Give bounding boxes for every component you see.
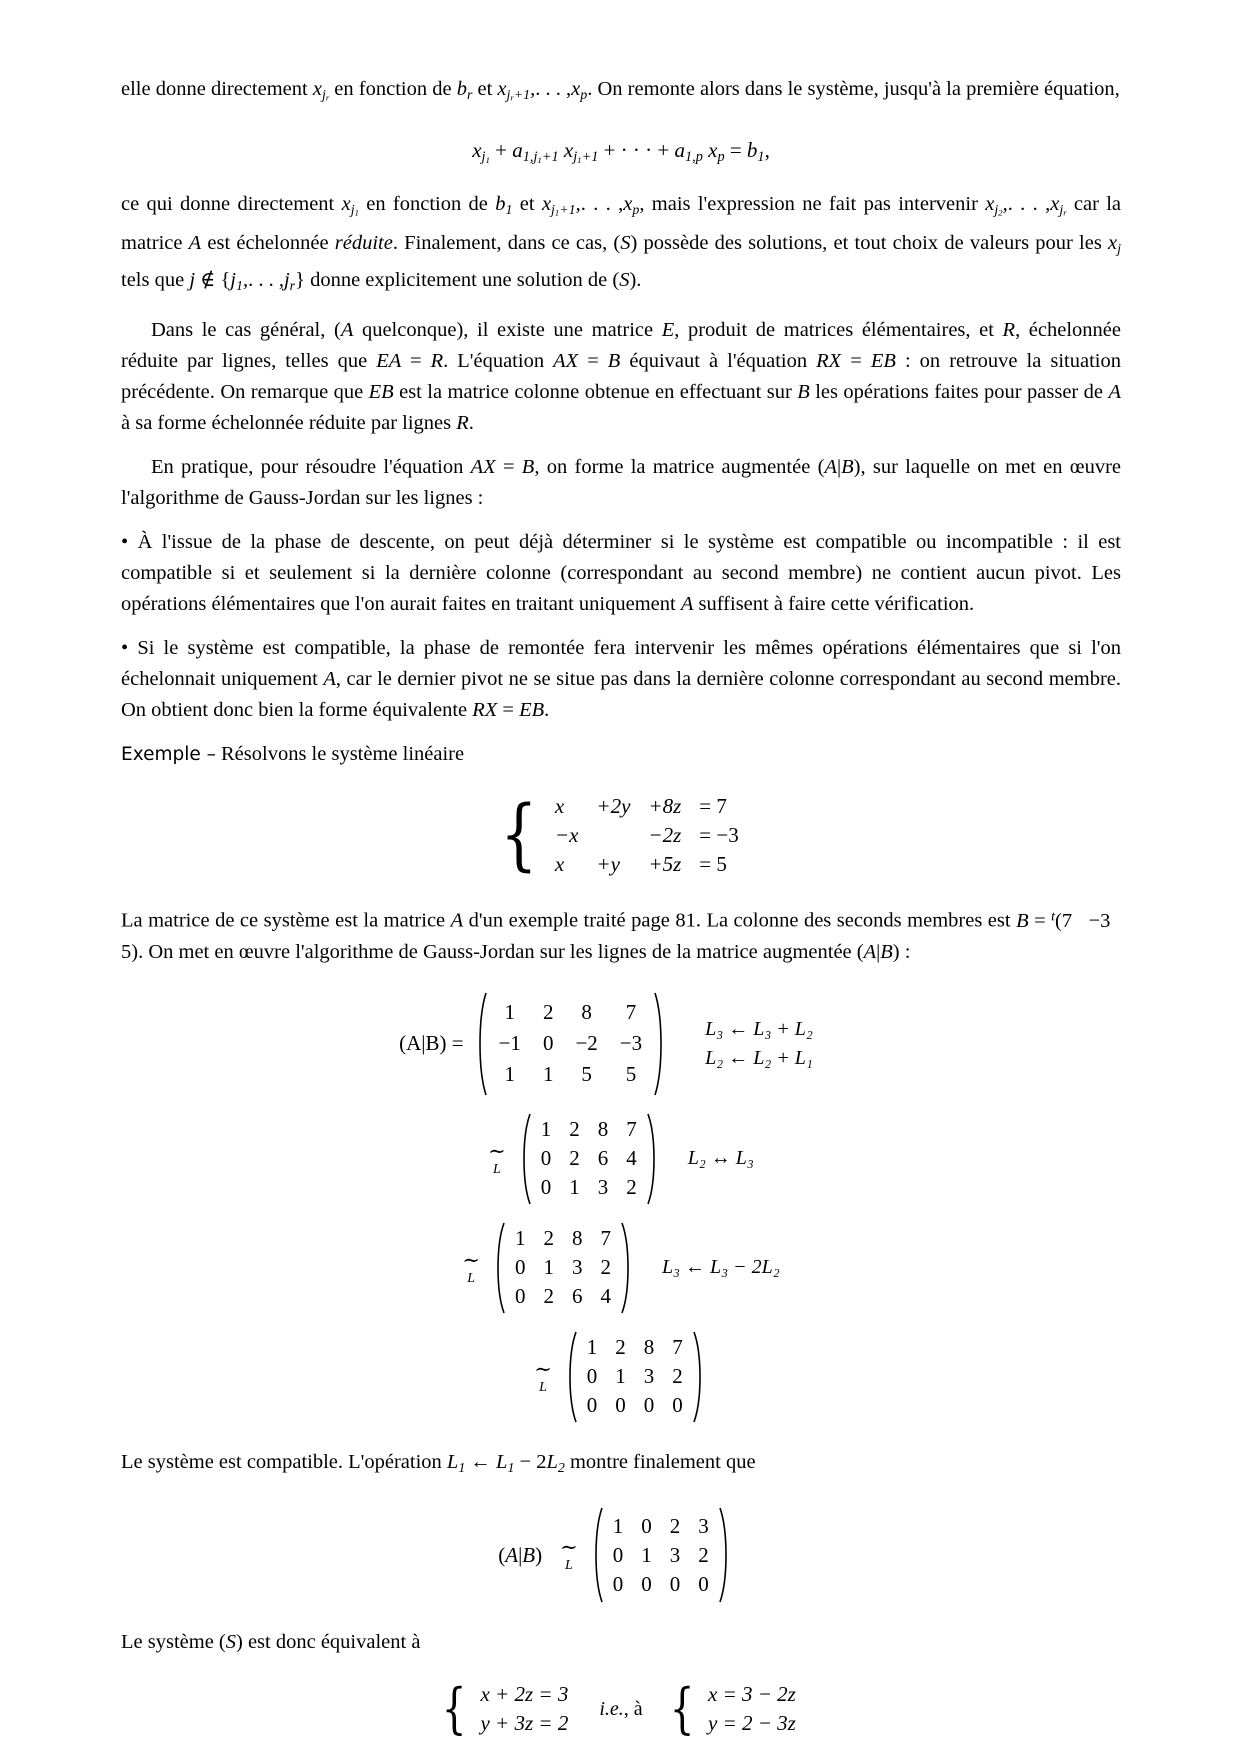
matrix-2-table bbox=[506, 1224, 620, 1311]
m3-r2-c0: 0 bbox=[586, 1393, 598, 1418]
text-run: . bbox=[468, 412, 474, 435]
matrix-row bbox=[506, 1253, 620, 1282]
paragraph-2 bbox=[121, 189, 1121, 302]
text-run: , échelonnée réduite par lignes, telles que bbox=[121, 319, 1121, 373]
m1-r1-c3: 4 bbox=[626, 1146, 637, 1171]
paragraph-4 bbox=[121, 452, 1121, 514]
m1-r1-c0: 0 bbox=[540, 1146, 552, 1171]
m2-r1-c0: 0 bbox=[514, 1255, 526, 1280]
fr-r1: y = 2 − 3z bbox=[708, 1711, 796, 1736]
text-run: . Finalement, dans ce cas, bbox=[392, 232, 614, 255]
text-run: Résolvons le système linéaire bbox=[215, 743, 465, 766]
matrix-row bbox=[578, 1362, 692, 1391]
m3-r1-c1: 1 bbox=[615, 1364, 626, 1389]
paragraph-5 bbox=[121, 901, 1121, 967]
text-run: Le système bbox=[121, 1631, 219, 1654]
row-operations-2 bbox=[662, 1253, 780, 1282]
text-run: tels que bbox=[121, 269, 190, 292]
m0-r0-c0: 1 bbox=[504, 1000, 516, 1025]
text-run: , car le dernier pivot ne se situe pas dans la dernière colonne correspondant au second membre. On obtient donc bien la forme équivalente bbox=[121, 668, 1121, 722]
text-run: en fonction de bbox=[358, 192, 496, 215]
math-xj1: $x_{j1}$ bbox=[341, 192, 359, 218]
matrix-row bbox=[506, 1282, 620, 1311]
matrix-final-body bbox=[588, 1505, 734, 1605]
text-run: car la matrice bbox=[121, 192, 1122, 255]
m3-r2-c2: 0 bbox=[643, 1393, 655, 1418]
m3-r1-c2: 3 bbox=[643, 1364, 655, 1389]
left-brace-final-2: { bbox=[669, 1677, 695, 1741]
m1-r0-c1: 2 bbox=[569, 1117, 580, 1142]
text-run: ce qui donne directement bbox=[121, 192, 342, 215]
equivalence-symbol-2 bbox=[462, 1247, 480, 1286]
sys-r2-c2: +y bbox=[596, 852, 620, 877]
matrix-row bbox=[578, 1391, 692, 1420]
equivalence-symbol-final bbox=[560, 1537, 578, 1573]
system-row bbox=[546, 850, 748, 879]
tilde-subscript: L bbox=[565, 1558, 573, 1574]
bullet-icon: • bbox=[121, 531, 129, 554]
sys-r2-c3: +5z bbox=[648, 852, 682, 877]
left-paren-icon bbox=[516, 1111, 532, 1207]
mf-r1-c1: 1 bbox=[641, 1542, 652, 1567]
math-S-2: (S) bbox=[612, 269, 637, 292]
matrix-row bbox=[578, 1333, 692, 1362]
m1-r0-c2: 8 bbox=[597, 1117, 609, 1142]
left-paren-icon bbox=[562, 1329, 578, 1425]
m1-r1-c2: 6 bbox=[597, 1146, 609, 1171]
m2-r1-c1: 1 bbox=[543, 1255, 554, 1280]
matrix-step-0 bbox=[91, 990, 1121, 1098]
m3-r2-c1: 0 bbox=[615, 1393, 626, 1418]
m2-r0-c0: 1 bbox=[514, 1226, 526, 1251]
matrix-2 bbox=[490, 1220, 636, 1316]
m0-r0-c2: 8 bbox=[581, 1000, 592, 1025]
matrix-row bbox=[488, 997, 654, 1028]
connector-ie: i.e., à bbox=[599, 1697, 643, 1720]
math-b1: $b_1$ bbox=[495, 192, 513, 218]
system-row bbox=[546, 792, 748, 821]
math-R-2: R bbox=[456, 412, 469, 435]
mf-r1-c2: 3 bbox=[669, 1542, 681, 1567]
exemple-label: Exemple – bbox=[121, 744, 216, 766]
matrix-row bbox=[488, 1059, 654, 1090]
sys-r0-c2: +2y bbox=[596, 794, 631, 819]
text-run: Si le système est compatible, la phase de remontée fera intervenir les mêmes opérations élémentaires que si l'on échelonnait uniquement bbox=[121, 637, 1122, 691]
matrix-row bbox=[506, 1224, 620, 1253]
sys-r0-c4: = 7 bbox=[699, 794, 727, 819]
m0-r2-c3: 5 bbox=[625, 1062, 637, 1087]
matrix-label-AB: (A|B) = bbox=[399, 1031, 464, 1056]
math-xj2-xjr: $x_{j2}$,. . . $,x_{jr}$ bbox=[985, 192, 1067, 218]
system-equations-table bbox=[546, 792, 748, 879]
matrix-0 bbox=[472, 990, 670, 1098]
m3-r1-c3: 2 bbox=[672, 1364, 683, 1389]
math-A-3: A bbox=[1108, 381, 1121, 404]
left-paren-icon bbox=[588, 1505, 604, 1605]
math-AX-equals-B-2: AX = B bbox=[470, 456, 535, 479]
mf-r1-c3: 2 bbox=[698, 1542, 709, 1567]
m3-r0-c3: 7 bbox=[672, 1335, 683, 1360]
math-A-4: A bbox=[680, 593, 694, 616]
sys-r1-c4: = −3 bbox=[699, 823, 739, 848]
m1-r0-c0: 1 bbox=[540, 1117, 552, 1142]
tilde-subscript: L bbox=[493, 1161, 501, 1177]
math-xjr: $x_{jr}$ bbox=[312, 78, 330, 103]
system-row bbox=[546, 821, 748, 850]
matrix-1-table bbox=[532, 1115, 646, 1202]
m0-r1-c1: 0 bbox=[542, 1031, 554, 1056]
math-A-2: A bbox=[340, 319, 354, 342]
op-line: L₃ ← L₃ − 2L₂ bbox=[661, 1256, 780, 1279]
sys-r2-c1: x bbox=[554, 852, 565, 877]
m1-r0-c3: 7 bbox=[626, 1117, 637, 1142]
math-xjr-plus-1: $x_{jr+1}$,. . . $,x_p$ bbox=[497, 78, 588, 103]
text-run: donne explicitement une solution de bbox=[304, 269, 613, 292]
exemple-paragraph bbox=[121, 739, 1121, 770]
text-run: . On remonte alors dans le système, jusqu'à la première équation, bbox=[587, 78, 1120, 100]
final-row bbox=[699, 1709, 805, 1738]
left-brace: { bbox=[500, 790, 538, 881]
math-E: E bbox=[661, 319, 675, 342]
m2-r2-c0: 0 bbox=[514, 1284, 526, 1309]
matrix-final bbox=[111, 1505, 1121, 1605]
m0-r1-c3: −3 bbox=[619, 1031, 643, 1056]
math-xj: $x_j$ bbox=[1108, 232, 1122, 258]
m3-r1-c0: 0 bbox=[586, 1364, 598, 1389]
mf-r1-c0: 0 bbox=[612, 1542, 624, 1567]
text-run: À l'issue de la phase de descente, on peut déjà déterminer si le système est compatible ou incompatible : il est compatible si et seulement si la dernière colonne (correspondant au second membre) ne contient aucun pivot. Les opérations élémentaires que l'on aurait faites en traitant uniquement bbox=[121, 531, 1122, 616]
right-paren-icon bbox=[620, 1220, 636, 1316]
right-paren-icon bbox=[692, 1329, 708, 1425]
mf-r0-c0: 1 bbox=[612, 1513, 624, 1538]
fl-r0: x + 2z = 3 bbox=[480, 1682, 569, 1707]
final-row bbox=[471, 1709, 577, 1738]
tilde-icon: ∼ bbox=[534, 1356, 552, 1381]
m0-r0-c1: 2 bbox=[542, 1000, 554, 1025]
text-run: en fonction de bbox=[329, 78, 457, 100]
equivalence-symbol-1 bbox=[488, 1138, 506, 1177]
display-equation-1 bbox=[121, 136, 1121, 167]
text-run: , sur laquelle on met en œuvre l'algorithme de Gauss-Jordan sur les lignes : bbox=[121, 456, 1121, 510]
left-paren-icon bbox=[490, 1220, 506, 1316]
text-run: La matrice de ce système est la matrice bbox=[121, 909, 451, 932]
matrix-label-AB-final: (A|B) bbox=[498, 1542, 543, 1567]
mf-r2-c1: 0 bbox=[641, 1571, 652, 1596]
m3-r0-c2: 8 bbox=[643, 1335, 655, 1360]
text-run: : on retrouve la situation précédente. On remarque que bbox=[121, 350, 1121, 404]
math-RX-equals-EB-2: RX = EB bbox=[472, 699, 545, 722]
matrix-row bbox=[604, 1512, 718, 1541]
matrix-row bbox=[488, 1028, 654, 1059]
m2-r2-c2: 6 bbox=[571, 1284, 583, 1309]
m2-r0-c2: 8 bbox=[571, 1226, 583, 1251]
math-R: R bbox=[1002, 319, 1016, 342]
m1-r2-c0: 0 bbox=[540, 1175, 552, 1200]
fl-r1: y + 3z = 2 bbox=[480, 1711, 569, 1736]
math-br: $b_r$ bbox=[456, 78, 473, 103]
mf-r0-c1: 0 bbox=[641, 1513, 652, 1538]
paragraph-7 bbox=[121, 1627, 1121, 1658]
mf-r2-c0: 0 bbox=[612, 1571, 624, 1596]
final-row bbox=[471, 1680, 577, 1709]
math-EB: EB bbox=[368, 381, 394, 404]
m3-r2-c3: 0 bbox=[672, 1393, 683, 1418]
text-run: équivaut à l'équation bbox=[620, 350, 817, 373]
text-run: est la matrice colonne obtenue en effectuant sur bbox=[393, 381, 798, 404]
matrix-1 bbox=[516, 1111, 662, 1207]
mf-r0-c2: 2 bbox=[669, 1513, 681, 1538]
bullet-item-1 bbox=[121, 527, 1121, 620]
equation-body: $x_{j1} + a_{1,j1+1}$ $x_{j1+1}$ + · · · + $a_{1,p}$ $x_p = b_1$, bbox=[472, 137, 770, 165]
sys-r2-c4: = 5 bbox=[699, 852, 727, 877]
sys-r1-c3: −2z bbox=[648, 823, 682, 848]
math-j-not-in-set: j ∉ {$j_1$,. . . $,j_r$} bbox=[189, 269, 305, 295]
m2-r1-c3: 2 bbox=[600, 1255, 611, 1280]
math-A-bar-B: (A|B) bbox=[817, 456, 861, 479]
math-S: (S) bbox=[613, 232, 638, 255]
text-run: Dans le cas général, ( bbox=[151, 319, 341, 342]
bullet-icon-2: • bbox=[121, 637, 129, 660]
text-run: est donc équivalent à bbox=[242, 1631, 421, 1654]
sys-r0-c3: +8z bbox=[648, 794, 682, 819]
math-S-3: (S) bbox=[218, 1631, 243, 1654]
math-RX-equals-EB: RX = EB bbox=[816, 350, 896, 373]
mf-r2-c2: 0 bbox=[669, 1571, 681, 1596]
tilde-subscript: L bbox=[467, 1270, 476, 1286]
text-run: quelconque), il existe une matrice bbox=[353, 319, 662, 342]
text-run: est échelonnée bbox=[201, 232, 335, 255]
m0-r0-c3: 7 bbox=[625, 1000, 637, 1025]
matrix-3 bbox=[562, 1329, 708, 1425]
paragraph-3 bbox=[121, 315, 1121, 439]
tilde-icon: ∼ bbox=[462, 1247, 480, 1272]
text-run: les opérations faites pour passer de bbox=[809, 381, 1109, 404]
m3-r0-c1: 2 bbox=[615, 1335, 626, 1360]
right-paren-icon bbox=[718, 1505, 734, 1605]
text-run: . On met en œuvre l'algorithme de Gauss-Jordan sur les lignes de la matrice augmentée bbox=[138, 940, 857, 963]
text-run: possède des solutions, et tout choix de valeurs pour les bbox=[637, 232, 1109, 255]
m0-r2-c0: 1 bbox=[504, 1062, 516, 1087]
text-run: et bbox=[472, 78, 498, 100]
left-paren-icon bbox=[472, 990, 488, 1098]
matrix-row bbox=[532, 1173, 646, 1202]
m0-r1-c2: −2 bbox=[575, 1031, 598, 1056]
linear-system-display bbox=[121, 792, 1121, 879]
matrix-row bbox=[532, 1144, 646, 1173]
matrix-final-table bbox=[604, 1512, 718, 1599]
text-run: montre finalement que bbox=[564, 1450, 756, 1473]
op-line: L₂ ↔ L₃ bbox=[687, 1147, 754, 1170]
m1-r2-c3: 2 bbox=[626, 1175, 637, 1200]
matrix-row bbox=[532, 1115, 646, 1144]
math-L1-operation: $L_1$ ← $L_1 - 2L_2$ bbox=[446, 1450, 565, 1476]
math-B: B bbox=[797, 381, 810, 404]
text-run: Le système est compatible. L'opération bbox=[121, 1450, 447, 1473]
row-operations-0 bbox=[705, 1015, 813, 1073]
right-paren-icon bbox=[653, 990, 669, 1098]
right-paren-icon bbox=[646, 1111, 662, 1207]
fr-r0: x = 3 − 2z bbox=[708, 1682, 796, 1707]
m1-r2-c2: 3 bbox=[597, 1175, 609, 1200]
sys-r0-c1: x bbox=[554, 794, 565, 819]
m2-r2-c3: 4 bbox=[600, 1284, 611, 1309]
row-operations-1 bbox=[688, 1144, 754, 1173]
matrix-step-2 bbox=[111, 1220, 1121, 1316]
final-system-right bbox=[699, 1680, 805, 1738]
math-B-transpose: B = $^t$(7 −3 5) bbox=[121, 909, 1121, 963]
final-row bbox=[699, 1680, 805, 1709]
page-content bbox=[121, 74, 1122, 1741]
m2-r0-c3: 7 bbox=[600, 1226, 611, 1251]
matrix-row bbox=[604, 1541, 718, 1570]
m2-r1-c2: 3 bbox=[571, 1255, 583, 1280]
text-run: En pratique, pour résoudre l'équation bbox=[151, 456, 471, 479]
text-run: elle donne directement bbox=[121, 78, 313, 100]
paragraph-6 bbox=[121, 1447, 1121, 1484]
text-run: , mais l'expression ne fait pas intervenir bbox=[639, 192, 986, 215]
op-line: L₃ ← L₃ + L₂ bbox=[705, 1017, 813, 1040]
left-brace-final-1: { bbox=[441, 1677, 467, 1741]
final-system-left bbox=[471, 1680, 577, 1738]
matrix-row bbox=[604, 1570, 718, 1599]
text-run: à sa forme échelonnée réduite par lignes bbox=[121, 412, 457, 435]
math-A-6: A bbox=[450, 909, 464, 932]
math-AX-equals-B: AX = B bbox=[553, 350, 621, 373]
text-run: . bbox=[636, 269, 642, 292]
text-run: . bbox=[544, 699, 550, 722]
equivalence-symbol-3 bbox=[534, 1356, 552, 1395]
tilde-subscript: L bbox=[539, 1379, 547, 1395]
matrix-0-table bbox=[488, 997, 654, 1090]
matrix-3-table bbox=[578, 1333, 692, 1420]
m0-r1-c0: −1 bbox=[498, 1031, 521, 1056]
math-A-bar-B-2: (A|B) bbox=[856, 940, 900, 963]
bullet-item-2 bbox=[121, 633, 1121, 726]
paragraph-1 bbox=[121, 74, 1121, 114]
text-run: et bbox=[512, 192, 542, 215]
sys-r1-c2 bbox=[587, 821, 639, 850]
m2-r2-c1: 2 bbox=[543, 1284, 554, 1309]
emphasis-reduite: réduite bbox=[334, 232, 393, 255]
sys-r1-c1: −x bbox=[554, 823, 579, 848]
math-A: A bbox=[188, 232, 202, 255]
mf-r0-c3: 3 bbox=[698, 1513, 709, 1538]
math-EA-equals-R: EA = R bbox=[376, 350, 444, 373]
final-systems-display bbox=[121, 1677, 1121, 1741]
text-run: : bbox=[899, 940, 911, 963]
m3-r0-c0: 1 bbox=[586, 1335, 598, 1360]
mf-r2-c3: 0 bbox=[698, 1571, 709, 1596]
m1-r1-c1: 2 bbox=[569, 1146, 580, 1171]
text-run: , produit de matrices élémentaires, et bbox=[674, 319, 1003, 342]
op-line: L₂ ← L₂ + L₁ bbox=[705, 1046, 813, 1069]
m1-r2-c1: 1 bbox=[569, 1175, 580, 1200]
m0-r2-c1: 1 bbox=[542, 1062, 554, 1087]
tilde-icon: ∼ bbox=[488, 1138, 506, 1163]
tilde-icon: ∼ bbox=[560, 1535, 578, 1560]
text-run: d'un exemple traité page 81. La colonne des seconds membres est bbox=[463, 909, 1017, 932]
math-xj1-plus-1-list: $x_{j1+1}$,. . . $,x_p$ bbox=[541, 192, 640, 218]
math-A-5: A bbox=[323, 668, 336, 691]
matrix-step-1 bbox=[111, 1111, 1121, 1207]
text-run: suffisent à faire cette vérification. bbox=[693, 593, 975, 616]
matrix-step-3 bbox=[111, 1329, 1121, 1425]
m2-r0-c1: 2 bbox=[543, 1226, 554, 1251]
text-run: . L'équation bbox=[443, 350, 554, 373]
m0-r2-c2: 5 bbox=[581, 1062, 592, 1087]
text-run: , on forme la matrice augmentée bbox=[534, 456, 818, 479]
